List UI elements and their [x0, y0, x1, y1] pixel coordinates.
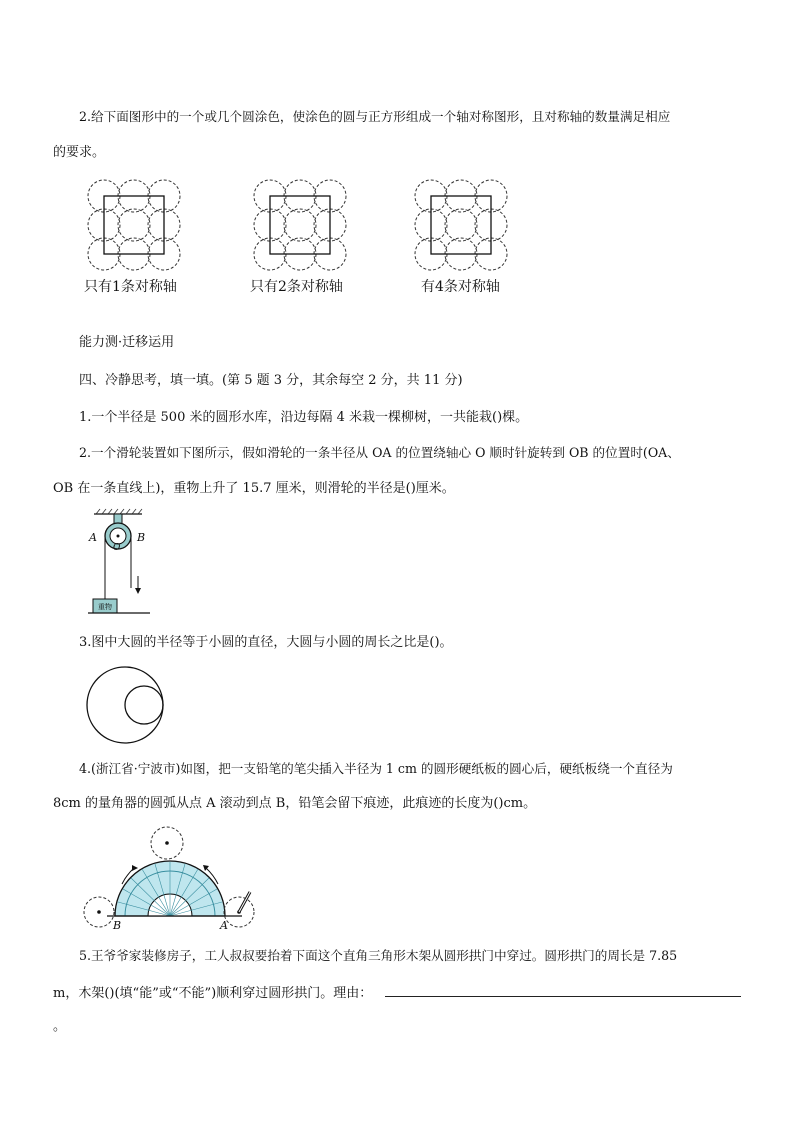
section-heading: 四、冷静思考，填一填。(第 5 题 3 分，其余每空 2 分，共 11 分)	[79, 373, 463, 388]
nested-circles-diagram	[84, 664, 166, 746]
protractor-diagram	[82, 824, 262, 934]
caption-four-axes: 有4条对称轴	[421, 279, 500, 295]
problem-4-line2: 8cm 的量角器的圆弧从点 A 滚动到点 B，铅笔会留下痕迹，此痕迹的长度为()cm。	[53, 796, 537, 811]
problem-3: 3.图中大圆的半径等于小圆的直径，大圆与小圆的周长之比是()。	[79, 635, 453, 650]
problem-2-line1: 2.一个滑轮装置如下图所示，假如滑轮的一条半径从 OA 的位置绕轴心 O 顺时针旋转到 OB 的位置时(OA、	[79, 445, 680, 460]
end-mark: 。	[53, 1019, 67, 1034]
pulley-diagram	[86, 508, 156, 620]
caption-one-axis: 只有1条对称轴	[84, 279, 177, 295]
circle-grid-figure-3	[411, 178, 511, 272]
q2-line2: 的要求。	[53, 145, 106, 160]
problem-4-line1: 4.(浙江省·宁波市)如图，把一支铅笔的笔尖插入半径为 1 cm 的圆形硬纸板的圆心后，硬纸板绕一个直径为	[79, 761, 673, 776]
protractor-label-b: B	[113, 919, 122, 932]
pulley-label-a: A	[89, 531, 97, 544]
pulley-label-o: O	[113, 543, 121, 553]
caption-two-axes: 只有2条对称轴	[250, 279, 343, 295]
pulley-label-b: B	[137, 531, 146, 544]
circle-grid-figure-2	[250, 178, 350, 272]
problem-2-line2: OB 在一条直线上)，重物上升了 15.7 厘米，则滑轮的半径是()厘米。	[53, 481, 455, 496]
ability-label: 能力测·迁移运用	[79, 335, 175, 350]
circle-grid-figure-1	[84, 178, 184, 272]
answer-underline	[385, 996, 741, 997]
problem-5-line2: m，木架()(填“能”或“不能”)顺利穿过圆形拱门。理由：	[53, 986, 373, 1001]
problem-1: 1.一个半径是 500 米的圆形水库，沿边每隔 4 米栽一棵柳树，一共能栽()棵。	[79, 410, 529, 425]
q2-line1: 2.给下面图形中的一个或几个圆涂色，使涂色的圆与正方形组成一个轴对称图形，且对称轴的数量满足相应	[79, 109, 671, 124]
protractor-label-a: A	[220, 919, 228, 932]
problem-5-line1: 5.王爷爷家装修房子，工人叔叔要抬着下面这个直角三角形木架从圆形拱门中穿过。圆形拱门的周长是 7.85	[79, 948, 678, 963]
weight-label: 重物	[98, 603, 112, 611]
